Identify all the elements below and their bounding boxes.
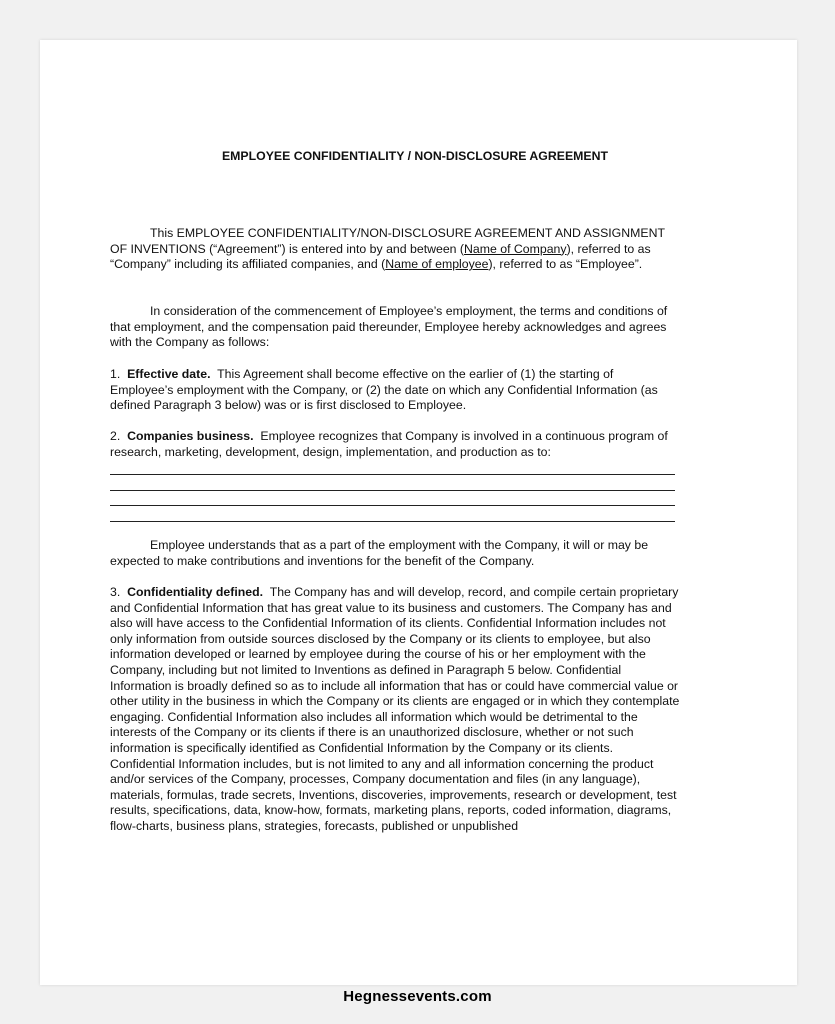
- understands-paragraph: [110, 538, 680, 569]
- section-heading: Companies business.: [127, 429, 254, 443]
- intro-text-3: ), referred to as “Employee”.: [488, 257, 643, 272]
- section-companies-business: [110, 429, 680, 460]
- section-confidentiality-defined: [110, 585, 680, 835]
- understands-text: Employee understands that as a part of the employment with the Company, it will or may be expected to make contributions and inventions for the benefit of the Company.: [110, 538, 649, 568]
- fill-in-line: [110, 505, 675, 506]
- fill-in-line: [110, 490, 675, 491]
- intro-text-2: ), referred to as “Company” including its affiliated companies, and (: [110, 241, 651, 272]
- section-effective-date: [110, 367, 680, 414]
- section-text: The Company has and will develop, record, and compile certain proprietary and Confidential Information that has great value to its business and customers. The Company has and also will have access to the Confidential Information of its clients. Confidential Information includes not only information from outside sources disclosed by the Company or its clients to employee, but also information developed or learned by employee during the course of his or her employment with the Company, including but not limited to Inventions as defined in Paragraph 5 below. Confidential Information is broadly defined so as to include all information that has or could have commercial value or other utility in the business in which the Company or its clients are engaged or in which they contemplate engaging. Confidential Information also includes all information which would be detrimental to the interests of the Company or its clients if there is an unauthorized disclosure, whether or not such information is specifically identified as Confidential Information by the Company or its clients. Confidential Information includes, but is not limited to any and all information concerning the product and/or services of the Company, processes, Company documentation and files (in any language), materials, formulas, trade secrets, Inventions, discoveries, improvements, research or development, test results, specifications, data, know-how, formats, marketing plans, reports, coded information, diagrams, flow-charts, business plans, strategies, forecasts, published or unpublished: [110, 585, 680, 833]
- section-text: This Agreement shall become effective on the earlier of (1) the starting of Employee’s employment with the Company, or (2) the date on which any Confidential Information (as defined Paragraph 3 below) was or is first disclosed to Employee.: [110, 367, 658, 413]
- document-page: [40, 40, 797, 985]
- section-number: 1.: [110, 367, 121, 381]
- section-heading: Effective date.: [127, 367, 211, 381]
- section-number: 2.: [110, 429, 121, 443]
- intro-text-1: This EMPLOYEE CONFIDENTIALITY/NON-DISCLOSURE AGREEMENT AND ASSIGNMENT OF INVENTIONS (“Agreement”) is entered into by and between (: [110, 226, 665, 256]
- fill-in-line: [110, 474, 675, 475]
- employee-name-placeholder: Name of employee: [385, 257, 489, 272]
- consideration-paragraph: [110, 304, 680, 351]
- section-number: 3.: [110, 585, 121, 599]
- section-text: Employee recognizes that Company is involved in a continuous program of research, marketing, development, design, implementation, and production as to:: [110, 429, 668, 459]
- company-name-placeholder: Name of Company: [464, 241, 567, 256]
- document-title: EMPLOYEE CONFIDENTIALITY / NON-DISCLOSURE AGREEMENT: [221, 149, 608, 163]
- site-watermark: Hegnessevents.com: [343, 988, 492, 1005]
- fill-in-line: [110, 521, 675, 522]
- section-heading: Confidentiality defined.: [127, 585, 264, 599]
- consideration-text: In consideration of the commencement of Employee’s employment, the terms and conditions of that employment, and the compensation paid thereunder, Employee hereby acknowledges and agrees with the Company as follows:: [110, 304, 668, 350]
- intro-paragraph: [110, 226, 680, 273]
